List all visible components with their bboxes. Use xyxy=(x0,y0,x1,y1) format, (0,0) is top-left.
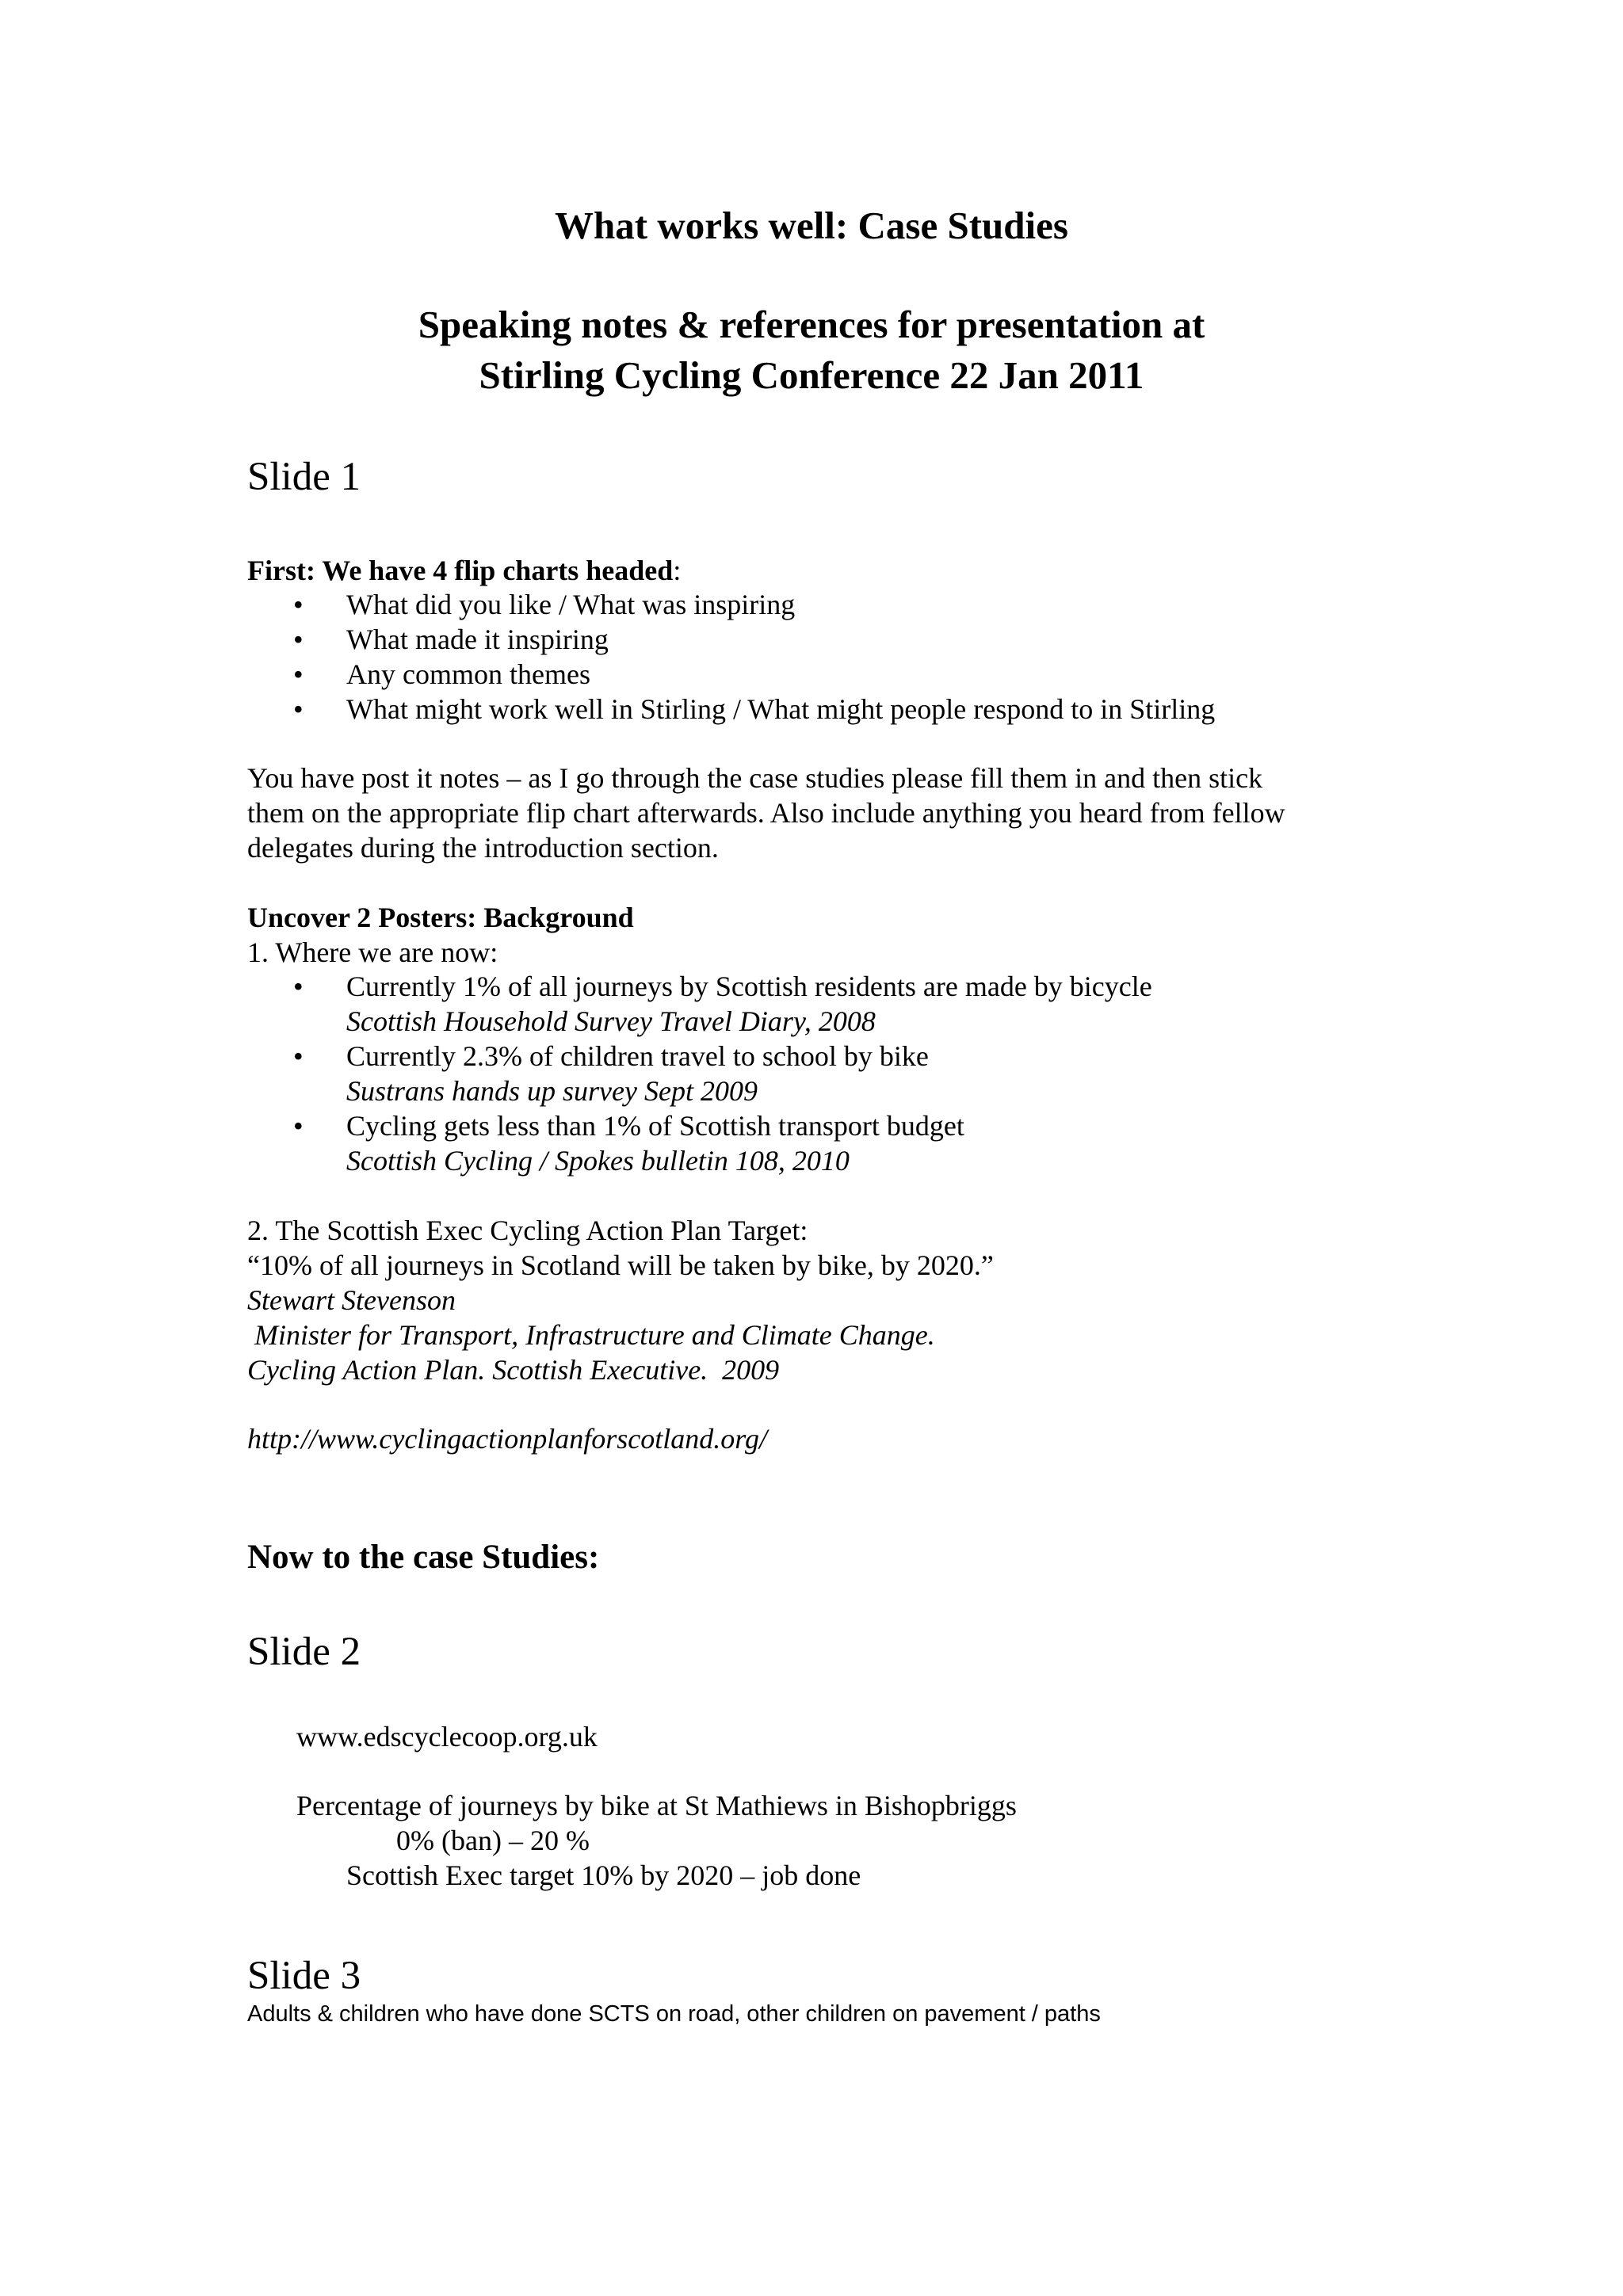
bullet-icon: • xyxy=(293,971,304,1002)
slide-2-line: Percentage of journeys by bike at St Mathiews in Bishopbriggs xyxy=(296,1790,1017,1821)
slide-2-heading: Slide 2 xyxy=(247,1630,361,1674)
bullet-icon: • xyxy=(293,589,304,620)
target-heading: 2. The Scottish Exec Cycling Action Plan Target: xyxy=(247,1215,808,1246)
fact-text: Currently 1% of all journeys by Scottish residents are made by bicycle xyxy=(346,971,1152,1002)
subtitle-line-1: Speaking notes & references for presentation at xyxy=(418,303,1205,346)
fact-text: Cycling gets less than 1% of Scottish transport budget xyxy=(346,1110,964,1142)
flip-item: What might work well in Stirling / What might people respond to in Stirling xyxy=(346,693,1216,725)
fact-source: Scottish Cycling / Spokes bulletin 108, 2010 xyxy=(346,1145,850,1177)
fact-source: Scottish Household Survey Travel Diary, 2008 xyxy=(346,1005,876,1037)
postit-line: them on the appropriate flip chart afterwards. Also include anything you heard from fellow xyxy=(247,797,1285,829)
flip-item: What made it inspiring xyxy=(346,624,609,655)
slide-3-note: Adults & children who have done SCTS on road, other children on pavement / paths xyxy=(247,2001,1101,2027)
subtitle-line-2: Stirling Cycling Conference 22 Jan 2011 xyxy=(479,353,1144,397)
attribution-line: Cycling Action Plan. Scottish Executive. 2009 xyxy=(247,1354,780,1386)
bullet-icon: • xyxy=(293,693,304,725)
slide-1-heading: Slide 1 xyxy=(247,455,361,499)
slide-2-line: Scottish Exec target 10% by 2020 – job done xyxy=(346,1859,861,1891)
document-title: What works well: Case Studies xyxy=(555,204,1068,247)
bullet-icon: • xyxy=(293,1110,304,1142)
edscyclecoop-url[interactable]: www.edscyclecoop.org.uk xyxy=(296,1721,598,1753)
cycling-action-plan-url[interactable]: http://www.cyclingactionplanforscotland.org/ xyxy=(247,1423,767,1455)
fact-text: Currently 2.3% of children travel to school by bike xyxy=(346,1040,929,1072)
target-quote: “10% of all journeys in Scotland will be taken by bike, by 2020.” xyxy=(247,1249,994,1281)
slide-3-heading: Slide 3 xyxy=(247,1954,361,1998)
case-studies-heading: Now to the case Studies: xyxy=(247,1539,600,1576)
postit-line: delegates during the introduction section. xyxy=(247,832,719,864)
slide-2-line: 0% (ban) – 20 % xyxy=(396,1825,590,1856)
bullet-icon: • xyxy=(293,658,304,690)
fact-source: Sustrans hands up survey Sept 2009 xyxy=(346,1075,758,1107)
attribution-line: Stewart Stevenson xyxy=(247,1284,456,1316)
flip-item: What did you like / What was inspiring xyxy=(346,589,796,620)
flip-charts-intro xyxy=(247,553,681,588)
attribution-line: Minister for Transport, Infrastructure and Climate Change. xyxy=(247,1319,935,1351)
posters-heading: Uncover 2 Posters: Background xyxy=(247,902,634,933)
flip-charts-intro-bold: First: We have 4 flip charts headed xyxy=(247,555,674,586)
bullet-icon: • xyxy=(293,1040,304,1072)
postit-line: You have post it notes – as I go through the case studies please fill them in and then stick xyxy=(247,762,1263,794)
bullet-icon: • xyxy=(293,624,304,655)
flip-item: Any common themes xyxy=(346,658,590,690)
where-now-label: 1. Where we are now: xyxy=(247,936,498,968)
flip-charts-intro-colon: : xyxy=(673,555,682,586)
